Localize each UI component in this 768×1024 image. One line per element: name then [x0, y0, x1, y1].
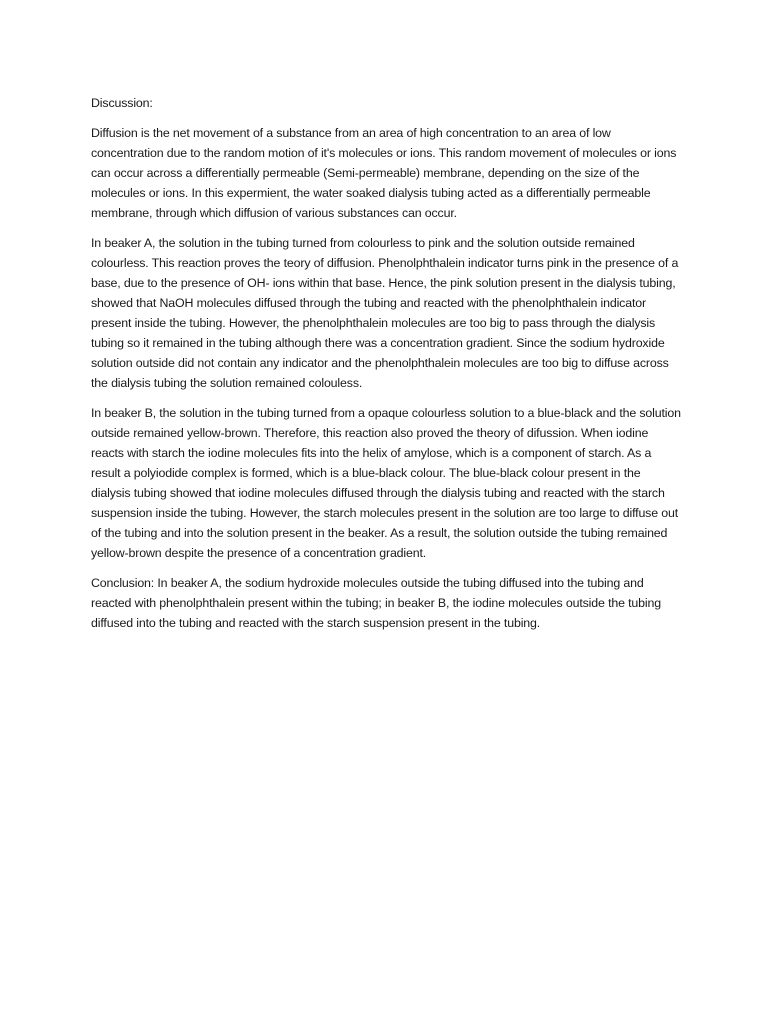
document-body	[91, 93, 681, 643]
paragraph-beaker-b: In beaker B, the solution in the tubing turned from a opaque colourless solution to a blue-black and the solution outside remained yellow-brown. Therefore, this reaction also proved the theory of difussion. When iodine reacts with starch the iodine molecules fits into the helix of amylose, which is a component of starch. As a result a polyiodide complex is formed, which is a blue-black colour. The blue-black colour present in the dialysis tubing showed that iodine molecules diffused through the dialysis tubing and reacted with the starch suspension inside the tubing. However, the starch molecules present in the solution are too large to diffuse out of the tubing and into the solution present in the beaker. As a result, the solution outside the tubing remained yellow-brown despite the presence of a concentration gradient.	[91, 406, 681, 560]
paragraph-conclusion: Conclusion: In beaker A, the sodium hydroxide molecules outside the tubing diffused into the tubing and reacted with phenolphthalein present within the tubing; in beaker B, the iodine molecules outside the tubing diffused into the tubing and reacted with the starch suspension present in the tubing.	[91, 576, 661, 630]
paragraph-diffusion-definition: Diffusion is the net movement of a substance from an area of high concentration to an area of low concentration due to the random motion of it's molecules or ions. This random movement of molecules or ions can occur across a differentially permeable (Semi-permeable) membrane, depending on the size of the molecules or ions. In this expermient, the water soaked dialysis tubing acted as a differentially permeable membrane, through which diffusion of various substances can occur.	[91, 126, 677, 220]
paragraph-beaker-a: In beaker A, the solution in the tubing turned from colourless to pink and the solution outside remained colourless. This reaction proves the teory of diffusion. Phenolphthalein indicator turns pink in the presence of a base, due to the presence of OH- ions within that base. Hence, the pink solution present in the dialysis tubing, showed that NaOH molecules diffused through the tubing and reacted with the phenolphthalein indicator present inside the tubing. However, the phenolphthalein molecules are too big to pass through the dialysis tubing so it remained in the tubing although there was a concentration gradient. Since the sodium hydroxide solution outside did not contain any indicator and the phenolphthalein molecules are too big to diffuse across the dialysis tubing the solution remained colouless.	[91, 236, 679, 390]
section-heading: Discussion:	[91, 96, 153, 110]
